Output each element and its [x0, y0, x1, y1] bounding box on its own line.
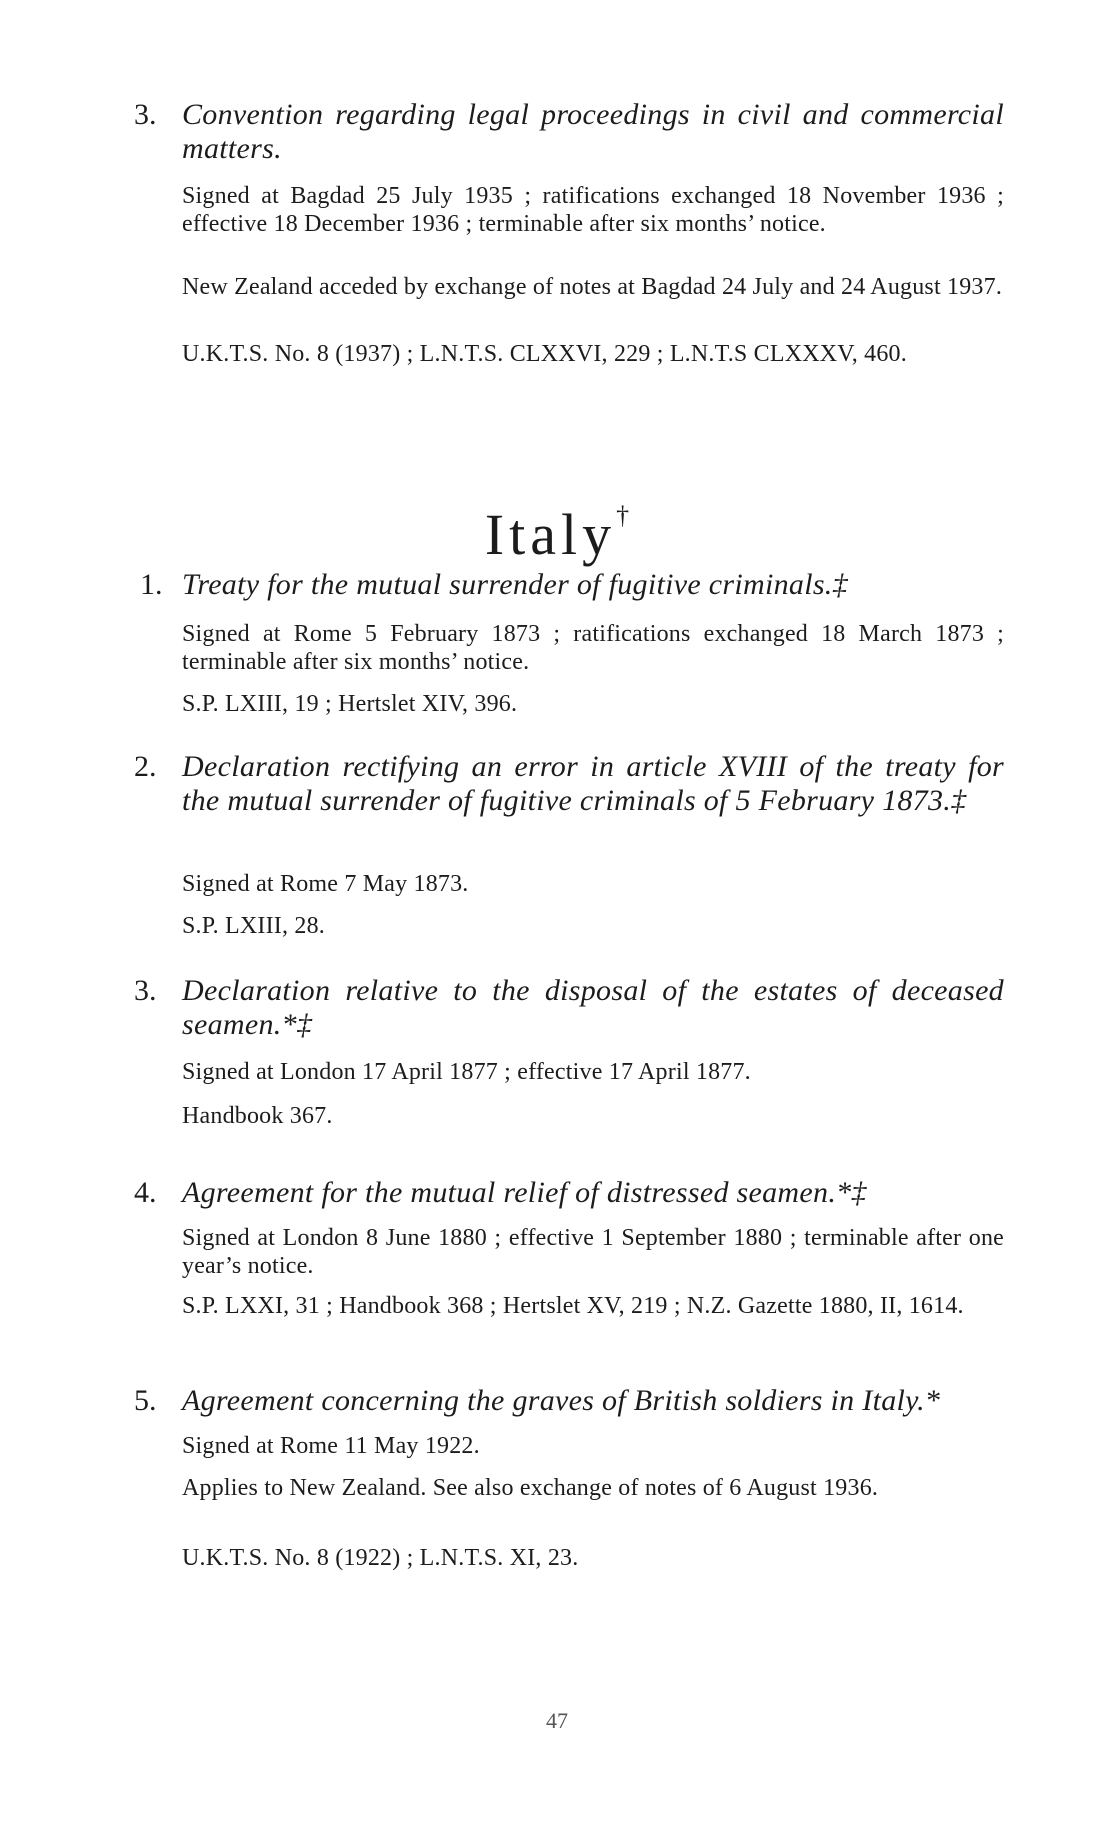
entry-number: 2. [134, 750, 157, 783]
heading-text: Italy [484, 502, 617, 567]
section-heading [0, 484, 1114, 567]
entry-signed-text: Signed at Bagdad 25 July 1935 ; ratifications exchanged 18 November 1936 ; effective 18 December 1936 ; terminable after six months’ notice. [182, 183, 1004, 237]
entry-signed-text: Signed at Rome 7 May 1873. [182, 871, 469, 897]
entry-number: 5. [134, 1384, 157, 1417]
entry-references: S.P. LXXI, 31 ; Handbook 368 ; Hertslet XV, 219 ; N.Z. Gazette 1880, II, 1614. [182, 1293, 964, 1319]
entry-references: U.K.T.S. No. 8 (1937) ; L.N.T.S. CLXXVI, 229 ; L.N.T.S CLXXXV, 460. [182, 341, 907, 367]
entry-signed-text: Signed at Rome 5 February 1873 ; ratifications exchanged 18 March 1873 ; terminable after six months’ notice. [182, 621, 1004, 675]
heading-dagger-mark: † [616, 501, 630, 530]
entry-signed-text: Signed at London 8 June 1880 ; effective 1 September 1880 ; terminable after one year’s notice. [182, 1225, 1004, 1279]
entry-signed-text: Signed at London 17 April 1877 ; effective 17 April 1877. [182, 1059, 751, 1085]
entry-number: 3. [134, 98, 157, 131]
entry-references: S.P. LXIII, 28. [182, 913, 326, 939]
entry-references: Handbook 367. [182, 1103, 333, 1129]
entry-references: S.P. LXIII, 19 ; Hertslet XIV, 396. [182, 691, 518, 717]
entry-accession-text: New Zealand acceded by exchange of notes at Bagdad 24 July and 24 August 1937. [182, 274, 1003, 300]
entry-references: U.K.T.S. No. 8 (1922) ; L.N.T.S. XI, 23. [182, 1545, 579, 1571]
page-number: 47 [546, 1708, 568, 1733]
entry-title: Agreement for the mutual relief of distressed seamen.*‡ [182, 1176, 867, 1209]
entry-number: 1. [140, 568, 163, 601]
entry-title: Agreement concerning the graves of British soldiers in Italy.* [182, 1384, 941, 1417]
entry-signed-text: Signed at Rome 11 May 1922. [182, 1433, 480, 1459]
entry-title: Convention regarding legal proceedings in civil and commercial matters. [182, 98, 1004, 165]
entry-title: Declaration relative to the disposal of the estates of deceased seamen.*‡ [182, 974, 1004, 1041]
entry-number: 4. [134, 1176, 157, 1209]
entry-application-text: Applies to New Zealand. See also exchange of notes of 6 August 1936. [182, 1475, 879, 1501]
entry-title: Declaration rectifying an error in article XVIII of the treaty for the mutual surrender of fugitive criminals of 5 February 1873.‡ [182, 750, 1004, 817]
entry-title: Treaty for the mutual surrender of fugitive criminals.‡ [182, 568, 848, 601]
entry-number: 3. [134, 974, 157, 1007]
